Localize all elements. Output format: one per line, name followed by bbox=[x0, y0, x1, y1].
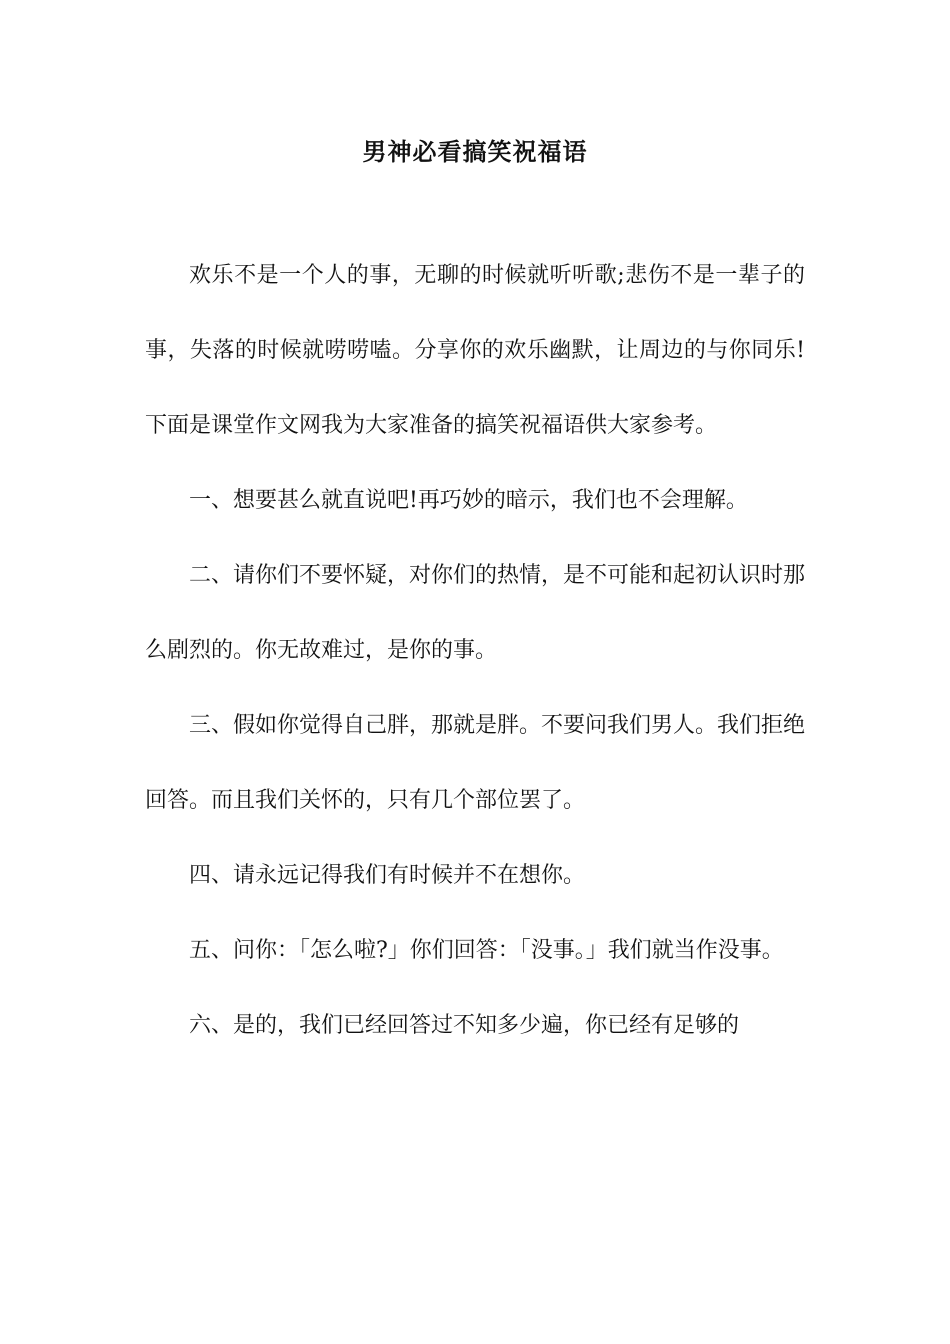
document-body bbox=[145, 238, 805, 1063]
item-paragraph-3: 三、假如你觉得自己胖，那就是胖。不要问我们男人。我们拒绝回答。而且我们关怀的，只有几个部位罢了。 bbox=[145, 713, 806, 813]
item-paragraph-5: 五、问你：「怎么啦?」你们回答：「没事。」我们就当作没事。 bbox=[189, 938, 784, 963]
intro-paragraph: 欢乐不是一个人的事，无聊的时候就听听歌;悲伤不是一辈子的事，失落的时候就唠唠嗑。分享你的欢乐幽默，让周边的与你同乐!下面是课堂作文网我为大家准备的搞笑祝福语供大家参考。 bbox=[145, 263, 805, 438]
item-paragraph-2: 二、请你们不要怀疑，对你们的热情，是不可能和起初认识时那么剧烈的。你无故难过，是你的事。 bbox=[145, 563, 806, 663]
document-title: 男神必看搞笑祝福语 bbox=[362, 137, 588, 166]
item-paragraph-4: 四、请永远记得我们有时候并不在想你。 bbox=[189, 863, 586, 888]
item-paragraph-1: 一、想要甚么就直说吧!再巧妙的暗示，我们也不会理解。 bbox=[189, 488, 748, 513]
item-paragraph-6: 六、是的，我们已经回答过不知多少遍，你已经有足够的 bbox=[189, 1013, 740, 1038]
